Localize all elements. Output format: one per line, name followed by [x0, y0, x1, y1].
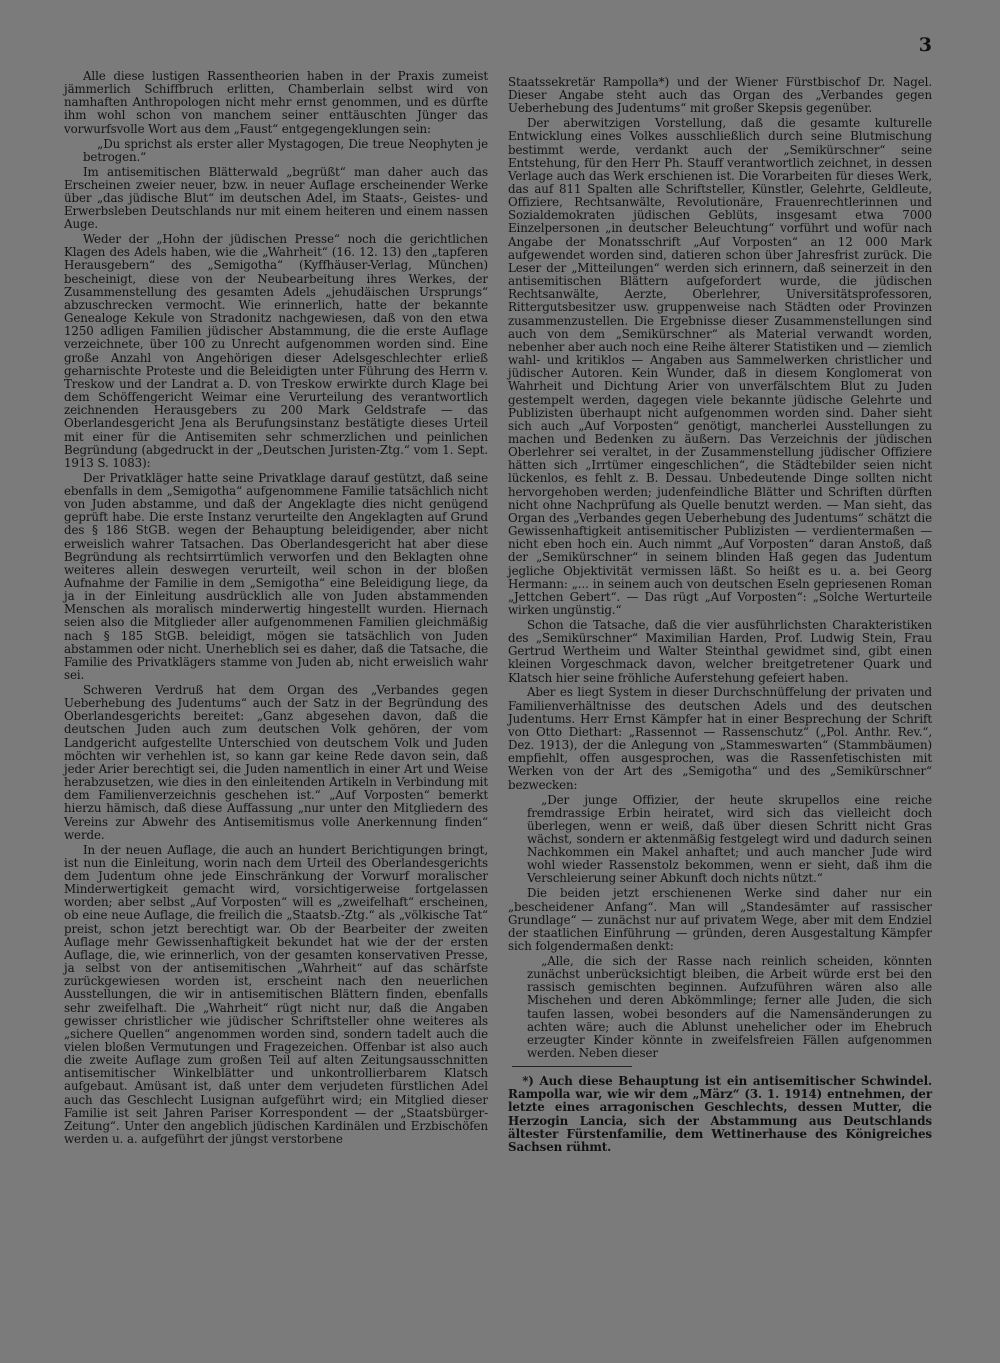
paragraph: Schweren Verdruß hat dem Organ des „Verbandes gegen Ueberhebung des Judentums“ auch der Satz in der Begründung des Oberlandesgerichts bereitet: „Ganz abgesehen davon, daß die deutschen Juden auch zum deutschen Volk gehören, der vom Landgericht aufgestellte Unterschied von deutschem Volk und Juden möchten wir verhehlen ist, so kann gar keine Rede davon sein, daß jeder Arier berechtigt sei, die Juden namentlich in einer Art und Weise herabzusetzen, wie dies in den einleitenden Artikeln in Verbindung mit dem Familienverzeichnis geschehen ist.“ „Auf Vorposten“ bemerkt hierzu hämisch, daß diese Auffassung „nur unter den Mitgliedern des Vereins zur Abwehr des Antisemitismus volle Anerkennung finden“ werde. — [64, 683, 488, 842]
quote-paragraph: „Alle, die sich der Rasse nach reinlich scheiden, könnten zunächst unberücksichtigt bleiben, die Arbeit würde erst bei den rassisch gemischten beginnen. Aufzuführen wären also alle Mischehen und deren Abkömmlinge; ferner alle Juden, die sich taufen lassen, wobei besonders auf die Namensänderungen zu achten wäre; auch die Ablunst unehelicher oder im Ehebruch erzeugter Kinder könnte in zweifelsfreien Fällen aufgenommen werden. Neben dieser — [526, 953, 932, 1060]
paragraph: Schon die Tatsache, daß die vier ausführlichsten Charakteristiken des „Semikürschner“ Maximilian Harden, Prof. Ludwig Stein, Frau Gertrud Wertheim und Walter Steinthal gewidmet sind, gibt einen kleinen Vorgeschmack davon, welcher breitgetretener Quark und Klatsch hier seine fröhliche Auferstehung gefeiert haben. — [508, 617, 932, 685]
footnote-divider — [512, 1066, 632, 1067]
quote-paragraph: „Du sprichst als erster aller Mystagogen, Die treue Neophyten je betrogen.“ — [82, 136, 488, 164]
left-column — [64, 70, 488, 1148]
paragraph: Die beiden jetzt erschienenen Werke sind daher nur ein „bescheidener Anfang“. Man will „Standesämter auf rassischer Grundlage“ — zunächst nur auf privatem Wege, aber mit dem Endziel der staatlichen Einführung — gründen, deren Ausgestaltung Kämpfer sich folgendermaßen denkt: — [508, 886, 932, 953]
paragraph: Aber es liegt System in dieser Durchschnüffelung der privaten und Familienverhältnisse des deutschen Adels und des deutschen Judentums. Herr Ernst Kämpfer hat in einer Besprechung der Schrift von Otto Diethart: „Rassennot — Rassenschutz“ („Pol. Anthr. Rev.“, Dez. 1913), der die Anlegung von „Stammeswarten“ (Stammbäumen) empfiehlt, offen ausgesprochen, was die Rassenfetischisten mit Werken von der Art des „Semigotha“ und des „Semikürschner“ bezwecken: — [508, 685, 932, 792]
quote-paragraph: „Der junge Offizier, der heute skrupellos eine reiche fremdrassige Erbin heiratet, wird sich das vielleicht doch überlegen, wenn er weiß, daß über diesen Schritt nicht Gras wächst, sondern er aktenmäßig festgelegt wird und dadurch seinen Nachkommen ein Makel anhaftet; und auch mancher Jude wird wohl wieder Rassenstolz bekommen, wenn er sieht, daß ihm die Verschleierung seiner Abkunft doch nichts nützt.“ — [526, 792, 932, 886]
right-column — [508, 76, 932, 1156]
paragraph: Im antisemitischen Blätterwald „begrüßt“ man daher auch das Erscheinen zweier neuer, bzw. in neuer Auflage erscheinender Werke über „das jüdische Blut“ im deutschen Adel, im Staats-, Geistes- und Erwerbsleben Deutschlands nur mit einem heiteren und einem nassen Auge. — [64, 164, 488, 232]
paragraph: Weder der „Hohn der jüdischen Presse“ noch die gerichtlichen Klagen des Adels haben, wie die „Wahrheit“ (16. 12. 13) den „tapferen Herausgebern“ des „Semigotha“ (Kyffhäuser-Verlag, München) bescheinigt, diese von der Neubearbeitung ihres Werkes, der Zusammenstellung des gesamten Adels „jehudäischen Ursprungs“ abzuschrecken vermocht. Wie erinnerlich, hatte der bekannte Genealoge Kekule von Stradonitz nachgewiesen, daß von den etwa 1250 adligen Familien jüdischer Abstammung, die die erste Auflage verzeichnete, über 100 zu Unrecht aufgenommen worden sind. Eine große Anzahl von Angehörigen dieser Adelsgeschlechter erließ geharnischte Proteste und die Beleidigten unter Führung des Herrn v. Treskow und der Landrat a. D. von Treskow erwirkte durch Klage bei dem Schöffengericht Weimar eine Verurteilung des verantwortlich zeichnenden Herausgebers zu 200 Mark Geldstrafe — das Oberlandesgericht Jena als Berufungsinstanz bestätigte dieses Urteil mit einer für die Antisemiten sehr schmerzlichen und peinlichen Begründung (abgedruckt in der „Deutschen Juristen-Ztg.“ vom 1. Sept. 1913 S. 1083): — [64, 232, 488, 470]
paragraph: Der Privatkläger hatte seine Privatklage darauf gestützt, daß seine ebenfalls in dem „Semigotha“ aufgenommene Familie tatsächlich nicht von Juden abstamme, und daß der Angeklagte dies nicht genügend geprüft habe. Die erste Instanz verurteilte den Angeklagten auf Grund des § 186 StGB. wegen der Behauptung beleidigender, aber nicht erweislich wahrer Tatsachen. Das Oberlandesgericht hat aber diese Begründung als rechtsirrtümlich verworfen und den Beklagten ohne weiteres allein deswegen verurteilt, weil schon in der bloßen Aufnahme der Familie in dem „Semigotha“ eine Beleidigung liege, da ja in der Einleitung ausdrücklich alle von Juden abstammenden Menschen als moralisch minderwertig hingestellt wurden. Hiernach seien also die Mitglieder aller aufgenommenen Familien gleichmäßig nach § 185 StGB. beleidigt, mögen sie tatsächlich von Juden abstammen oder nicht. Unerheblich sei es daher, daß die Tatsache, die Familie des Privatklägers stamme von Juden ab, nicht erweislich wahr sei. — [64, 470, 488, 683]
paragraph: Alle diese lustigen Rassentheorien haben in der Praxis zumeist jämmerlich Schiffbruch erlitten, Chamberlain selbst wird von namhaften Anthropologen nicht mehr ernst genommen, und es dürfte ihm wohl schon von manchem seiner enttäuschten Jünger das vorwurfsvolle Wort aus dem „Faust“ entgegengeklungen sein: — [64, 69, 488, 136]
page-number: 3 — [918, 34, 932, 56]
paragraph: Der aberwitzigen Vorstellung, daß die gesamte kulturelle Entwicklung eines Volkes ausschließlich durch seine Blutmischung bestimmt werde, verdankt auch der „Semikürschner“ seine Entstehung, für den Herr Ph. Stauff verantwortlich zeichnet, in dessen Verlage auch das Werk erschienen ist. Die Vorarbeiten für dieses Werk, das auf 811 Spalten alle Schriftsteller, Künstler, Gelehrte, Geldleute, Offiziere, Rechtsanwälte, Revolutionäre, Frauenrechtlerinnen und Sozialdemokraten jüdischen Geblüts, insgesamt etwa 7000 Einzelpersonen „in deutscher Beleuchtung“ vorführt und wofür nach Angabe der Monatsschrift „Auf Vorposten“ an 12 000 Mark aufgewendet worden sind, datieren schon über Jahresfrist zurück. Die Leser der „Mitteilungen“ werden sich erinnern, daß seinerzeit in den antisemitischen Blättern aufgefordert wurde, die jüdischen Rechtsanwälte, Aerzte, Oberlehrer, Universitätsprofessoren, Rittergutsbesitzer usw. gruppenweise nach Städten oder Provinzen zusammenzustellen. Die Ergebnisse dieser Zusammenstellungen sind auch von dem „Semikürschner“ als Material verwandt worden, nebenher aber auch noch eine Reihe älterer Statistiken und — ziemlich wahl- und kritiklos — Angaben aus Sammelwerken christlicher und jüdischer Autoren. Kein Wunder, daß in diesem Konglomerat von Wahrheit und Dichtung Arier von unverfälschtem Blut zu Juden gestempelt werden, dagegen viele bekannte jüdische Gelehrte und Publizisten überhaupt nicht aufgenommen worden sind. Daher sieht sich auch „Auf Vorposten“ genötigt, mancherlei Ausstellungen zu machen und Bedenken zu äußern. Das Verzeichnis der jüdischen Oberlehrer sei veraltet, in der Zusammenstellung jüdischer Offiziere hätten sich „Irrtümer eingeschlichen“, die Städtebilder seien nicht lückenlos, es fehlt z. B. Dessau. Unbedeutende Dinge sollten nicht hervorgehoben werden; judenfeindliche Blätter und Schriften dürften nicht ohne Nachprüfung als Quelle benutzt werden. — Man sieht, das Organ des „Verbandes gegen Ueberhebung des Judentums“ schätzt die Gewissenhaftigkeit antisemitischer Publizisten — verdientermaßen — nicht eben hoch ein. Auch nimmt „Auf Vorposten“ daran Anstoß, daß der „Semikürschner“ in seinem blinden Haß gegen das Judentum jegliche Objektivität vermissen läßt. So heißt es u. a. bei Georg Hermann: „... in seinem auch von deutschen Eseln gepriesenen Roman „Jettchen Gebert“. — Das rügt „Auf Vorposten“: „Solche Werturteile wirken ungünstig.“ — [508, 116, 932, 618]
paragraph: In der neuen Auflage, die auch an hundert Berichtigungen bringt, ist nun die Einleitung, worin nach dem Urteil des Oberlandesgerichts dem Judentum ohne jede Einschränkung der Vorwurf moralischer Minderwertigkeit gemacht wird, vorsichtigerweise fortgelassen worden; aber selbst „Auf Vorposten“ will es „zweifelhaft“ erscheinen, ob eine neue Auflage, die freilich die „Staatsb.-Ztg.“ als „völkische Tat“ preist, schon jetzt berechtigt war. Ob der Bearbeiter der zweiten Auflage mehr Gewissenhaftigkeit bekundet hat wie der der ersten Auflage, die, wie erinnerlich, von der gesamten konservativen Presse, ja selbst von der antisemitischen „Wahrheit“ auf das schärfste zurückgewiesen worden ist, erscheint nach den neuerlichen Ausstellungen, die wir in antisemitischen Blättern finden, ebenfalls sehr zweifelhaft. Die „Wahrheit“ rügt nicht nur, daß die Angaben gewisser christlicher wie jüdischer Schriftsteller ohne weiteres als „sichere Quellen“ angenommen worden sind, sondern tadelt auch die vielen bloßen Vermutungen und Fragezeichen. Offenbar ist also auch die zweite Auflage zum großen Teil auf alten Zeitungsausschnitten antisemitischer Winkelblätter und unkontrollierbarem Klatsch aufgebaut. Amüsant ist, daß unter dem verjudeten fürstlichen Adel auch das Geschlecht Lusignan aufgeführt wird; ein Mitglied dieser Familie ist seit Jahren Pariser Korrespondent — der „Staatsbürger-Zeitung“. Unter den angeblich jüdischen Kardinälen und Erzbischöfen werden u. a. aufgeführt der jüngst verstorbene — [64, 842, 488, 1147]
footnote: *) Auch diese Behauptung ist ein antisemitischer Schwindel. Rampolla war, wie wir dem „März“ (3. 1. 1914) entnehmen, der letzte eines arragonischen Geschlechts, dessen Mutter, die Herzogin Lancia, sich der Abstammung aus Deutschlands ältester Fürstenfamilie, dem Wettinerhause des Königreiches Sachsen rühmt. — [508, 1074, 932, 1154]
paragraph: Staatssekretär Rampolla*) und der Wiener Fürstbischof Dr. Nagel. Dieser Angabe steht auch das Organ des „Verbandes gegen Ueberhebung des Judentums“ mit großer Skepsis gegenüber. — [508, 75, 932, 116]
